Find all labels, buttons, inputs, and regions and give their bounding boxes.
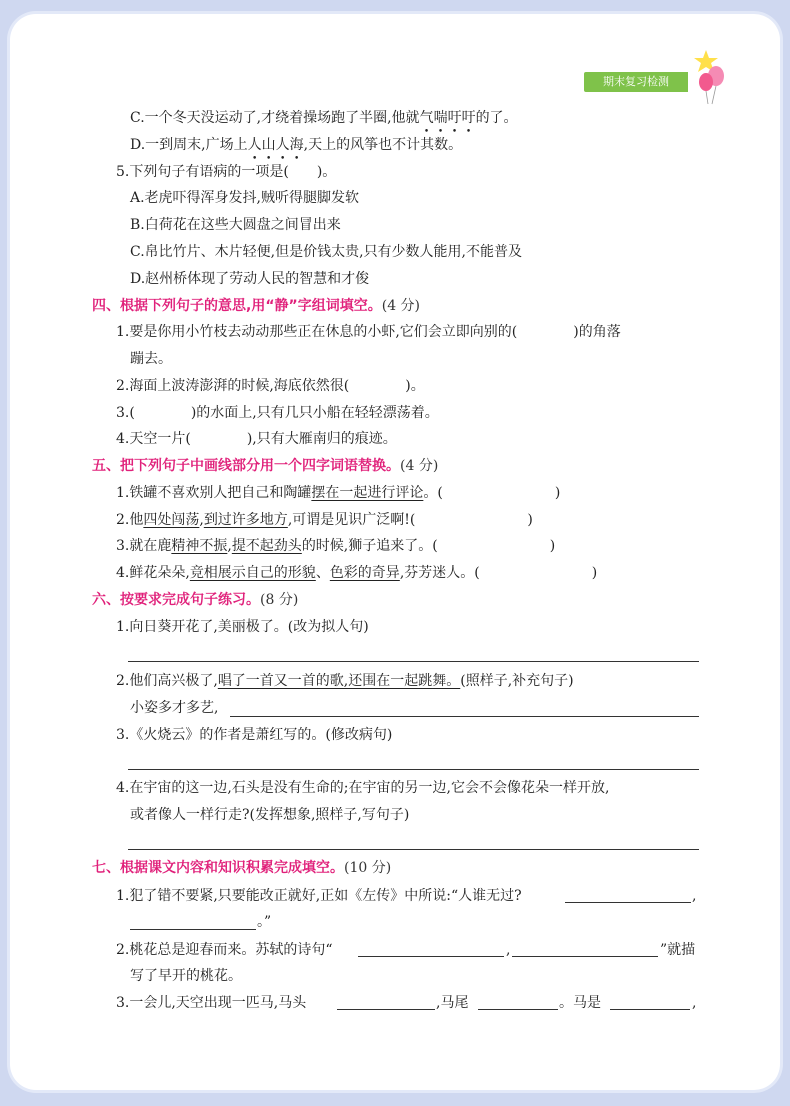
s5-q1: 1.铁罐不喜欢别人把自己和陶罐摆在一起进行评论。( ) bbox=[116, 485, 561, 501]
s7-q3: 3.一会儿,天空出现一匹马,马头 bbox=[116, 995, 307, 1011]
section-badge: 期末复习检测 bbox=[584, 72, 688, 92]
s7-q3-mid2: 。马是 bbox=[559, 995, 601, 1011]
s4-q1: 1.要是你用小竹枝去动动那些正在休息的小虾,它们会立即向别的( )的角落 bbox=[116, 324, 621, 340]
s4-q3: 3.( )的水面上,只有几只小船在轻轻漂荡着。 bbox=[116, 405, 439, 421]
s6-q2: 2.他们高兴极了,唱了一首又一首的歌,还围在一起跳舞。(照样子,补充句子) bbox=[116, 673, 574, 689]
s6-q2-prompt: 小姿多才多艺, bbox=[130, 700, 219, 716]
s7-q1: 1.犯了错不要紧,只要能改正就好,正如《左传》中所说:“人谁无过? bbox=[116, 888, 522, 904]
answer-line[interactable] bbox=[128, 769, 699, 770]
s7-q2-cont: 写了早开的桃花。 bbox=[130, 968, 242, 984]
s7-q2-end: ”就描 bbox=[660, 942, 696, 958]
fill-blank[interactable] bbox=[565, 902, 691, 903]
fill-blank[interactable] bbox=[478, 1009, 558, 1010]
option-c-prev: C.一个冬天没运动了,才绕着操场跑了半圈,他就气喘吁吁的了。 bbox=[130, 110, 518, 126]
section-5-title: 五、把下列句子中画线部分用一个四字词语替换。(4 分) bbox=[92, 458, 439, 474]
fill-blank[interactable] bbox=[130, 929, 256, 930]
q5-option-a: A.老虎吓得浑身发抖,贼听得腿脚发软 bbox=[130, 190, 360, 206]
s5-q3: 3.就在鹿精神不振,提不起劲头的时候,狮子追来了。( ) bbox=[116, 538, 556, 554]
option-d-prev: D.一到周末,广场上人山人海,天上的风筝也不计其数。 bbox=[130, 137, 463, 153]
s7-q3-mid1: ,马尾 bbox=[436, 995, 469, 1011]
answer-line[interactable] bbox=[128, 849, 699, 850]
s7-q3-end: , bbox=[692, 995, 697, 1011]
s6-q1: 1.向日葵开花了,美丽极了。(改为拟人句) bbox=[116, 619, 369, 635]
fill-blank[interactable] bbox=[512, 956, 658, 957]
s6-q4-cont: 或者像人一样行走?(发挥想象,照样子,写句子) bbox=[130, 807, 410, 823]
s7-q2-comma: , bbox=[506, 942, 511, 958]
fill-blank[interactable] bbox=[358, 956, 504, 957]
section-4-title: 四、根据下列句子的意思,用“静”字组词填空。(4 分) bbox=[92, 298, 421, 314]
s7-q1-comma: , bbox=[692, 888, 697, 904]
s5-q4: 4.鲜花朵朵,竞相展示自己的形貌、色彩的奇异,芬芳迷人。( ) bbox=[116, 565, 598, 581]
section-6-title: 六、按要求完成句子练习。(8 分) bbox=[92, 592, 299, 608]
s6-q3: 3.《火烧云》的作者是萧红写的。(修改病句) bbox=[116, 727, 393, 743]
s6-q4: 4.在宇宙的这一边,石头是没有生命的;在宇宙的另一边,它会不会像花朵一样开放, bbox=[116, 780, 610, 796]
fill-blank[interactable] bbox=[337, 1009, 435, 1010]
section-7-title: 七、根据课文内容和知识积累完成填空。(10 分) bbox=[92, 860, 392, 876]
s7-q1-end: 。” bbox=[257, 914, 272, 930]
answer-line[interactable] bbox=[230, 716, 699, 717]
s7-q2: 2.桃花总是迎春而来。苏轼的诗句“ bbox=[116, 942, 333, 958]
q5-option-b: B.白荷花在这些大圆盘之间冒出来 bbox=[130, 217, 341, 233]
q5-option-c: C.帛比竹片、木片轻便,但是价钱太贵,只有少数人能用,不能普及 bbox=[130, 244, 523, 260]
balloon-star-decoration bbox=[686, 46, 736, 106]
fill-blank[interactable] bbox=[610, 1009, 690, 1010]
s5-q2: 2.他四处闯荡,到过许多地方,可谓是见识广泛啊!( ) bbox=[116, 512, 533, 528]
answer-line[interactable] bbox=[128, 661, 699, 662]
q5-option-d: D.赵州桥体现了劳动人民的智慧和才俊 bbox=[130, 271, 370, 287]
s4-q2: 2.海面上波涛澎湃的时候,海底依然很( )。 bbox=[116, 378, 425, 394]
s4-q1-cont: 蹦去。 bbox=[130, 351, 172, 367]
s4-q4: 4.天空一片( ),只有大雁南归的痕迹。 bbox=[116, 431, 397, 447]
question-5: 5.下列句子有语病的一项是( )。 bbox=[116, 164, 337, 180]
